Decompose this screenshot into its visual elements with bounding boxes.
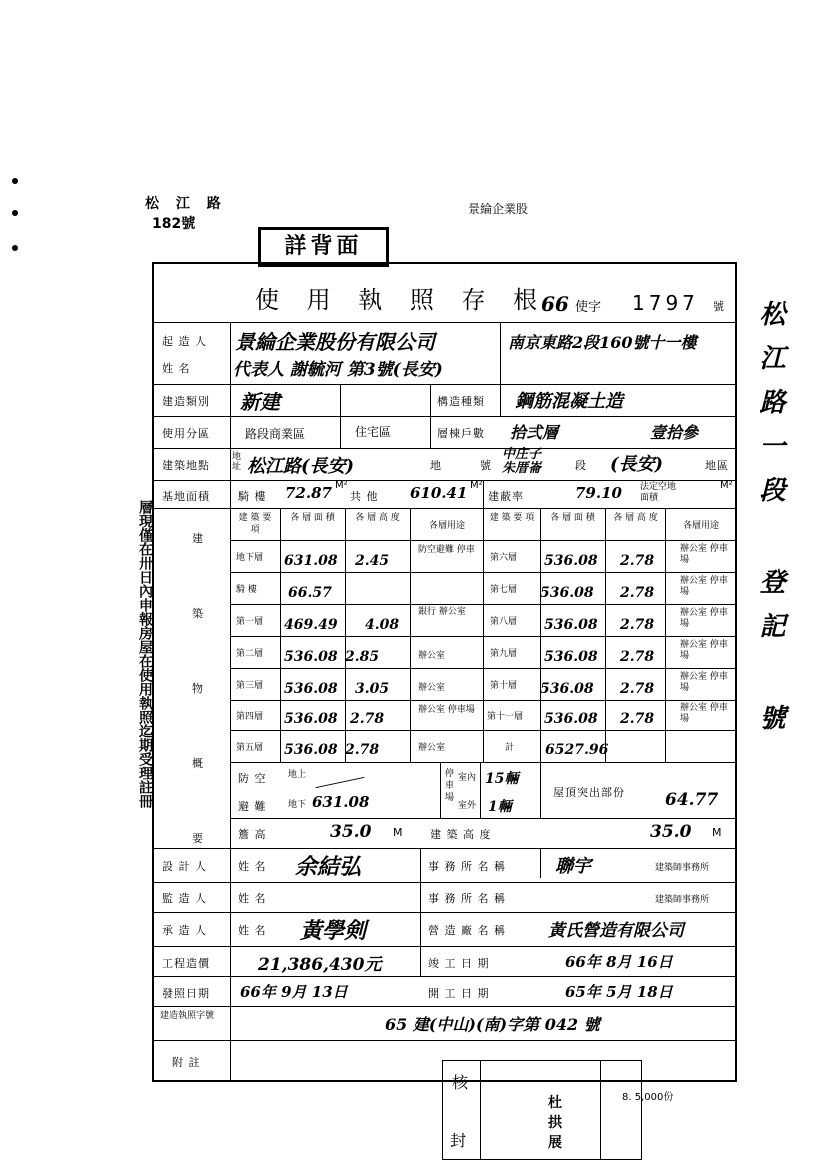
floor-use-right: 辦公室 停車場 (680, 640, 728, 661)
floor-height-left: 3.05 (355, 681, 390, 697)
permit-label: 建造執照字號 (160, 1011, 215, 1021)
form-title: 使 用 執 照 存 根 (255, 286, 548, 314)
floor-label-left: 騎 樓 (236, 585, 257, 595)
roof-proj-value: 64.77 (665, 790, 719, 810)
permit-number: 65 建(中山)(南)字第 042 號 (385, 1015, 600, 1034)
unit-m: M (393, 826, 404, 839)
floor-use-left: 防空避難 停車 (418, 545, 475, 555)
location-addr-label: 地址 (232, 452, 242, 472)
location-street: 松江路(長安) (247, 456, 355, 477)
parking-label: 停車場 (445, 769, 455, 803)
floor-height-left: 4.08 (365, 617, 400, 633)
floor-height-left: 2.45 (355, 553, 390, 569)
location-area-label: 地區 (705, 459, 729, 472)
designer-name-label: 姓 名 (238, 860, 267, 873)
col-use-right: 各層用途 (682, 521, 719, 531)
floor-use-right: 辦公室 停車場 (680, 608, 728, 629)
legal-vacant-label: 法定空地面積 (640, 482, 677, 503)
shelter-label: 避 難 (238, 800, 267, 813)
builder-rep: 代表人 謝毓河 第3號(長安) (233, 360, 443, 380)
floor-use-left: 辦公室 (418, 743, 446, 753)
above-label: 地上 (288, 770, 307, 780)
floor-height-left: 2.85 (345, 649, 380, 665)
floor-area-left: 536.08 (284, 742, 338, 758)
other-label: 共 他 (350, 490, 379, 503)
zone-commercial: 路段商業區 (245, 427, 306, 441)
floor-height-right: 2.78 (620, 553, 655, 569)
floor-label-right: 第十層 (490, 681, 518, 691)
structure-type-label: 構造種類 (437, 395, 485, 408)
floor-area-right: 536.08 (544, 649, 598, 665)
bldg-height: 35.0 (650, 822, 692, 842)
location-land-label: 地 (430, 459, 442, 472)
unit-m2: M² (470, 480, 483, 491)
parking-outdoor: 1輛 (488, 799, 512, 815)
approver-name: 杜 (548, 1095, 562, 1111)
col-area-left: 各 層 面 積 (290, 513, 335, 523)
arcade-area: 72.87 (285, 484, 332, 502)
contractor-firm: 黃氏營造有限公司 (548, 921, 684, 941)
designer-name: 余結弘 (295, 854, 362, 880)
location-section-label: 段 (575, 459, 587, 472)
floor-label-left: 地下層 (236, 553, 264, 563)
approver-name: 拱 (548, 1115, 562, 1131)
floor-area-left: 536.08 (284, 649, 338, 665)
overview-1: 建 (192, 532, 204, 545)
floor-height-right: 2.78 (620, 711, 655, 727)
designer-firm-suffix: 建築師事務所 (655, 863, 710, 873)
unit-m: M (712, 826, 723, 839)
floor-height-left: 2.78 (345, 742, 380, 758)
unit-m2: M² (335, 480, 348, 491)
land-section: 中庄子 朱厝崙 (502, 447, 542, 476)
supervisor-office-label: 事 務 所 名 稱 (428, 892, 506, 905)
street-name: 松 江 路 (145, 196, 227, 212)
col-area-right: 各 層 面 積 (550, 513, 595, 523)
builder-name-label: 姓 名 (162, 362, 191, 375)
floor-area-total: 6527.96 (545, 742, 609, 758)
floor-label-right: 第十一層 (487, 712, 524, 722)
start-date: 65年 5月 18日 (565, 983, 673, 1001)
approval-box (442, 1060, 642, 1160)
license-number: 1797 (632, 291, 699, 315)
license-mid: 使字 (575, 300, 602, 315)
license-prefix: 66 (541, 292, 569, 316)
cost-label: 工程造價 (162, 957, 210, 970)
builder-address: 南京東路2段160號十一樓 (508, 333, 697, 352)
overview-4: 概 (192, 757, 204, 770)
remarks-label: 附 註 (172, 1056, 201, 1069)
floor-label-left: 第五層 (236, 743, 264, 753)
location-label: 建築地點 (162, 459, 210, 472)
supervisor-label: 監 造 人 (162, 892, 207, 905)
eave-height-label: 簷 高 (238, 828, 267, 841)
outdoor-label: 室外 (458, 801, 477, 811)
building-type: 新建 (240, 390, 280, 414)
below-label: 地下 (288, 800, 307, 810)
supervisor-firm-suffix: 建築師事務所 (655, 895, 710, 905)
land-area: (長安) (610, 454, 664, 475)
units-count: 壹拾參 (650, 423, 699, 442)
approver-name: 展 (548, 1135, 562, 1151)
unit-m2: M² (720, 480, 733, 491)
zone-residential: 住宅區 (355, 425, 392, 439)
street-number: 182號 (152, 216, 196, 232)
coverage-label: 建蔽率 (488, 490, 524, 503)
site-area-label: 基地面積 (162, 490, 210, 503)
cost-value: 21,386,430元 (258, 955, 382, 975)
floor-height-right: 2.78 (620, 649, 655, 665)
floor-area-right: 536.08 (540, 681, 594, 697)
contractor-firm-label: 營 造 廠 名 稱 (428, 924, 506, 937)
side-note: 層現僅在卅日內申報房屋在使用執照迄期受理註冊 (137, 500, 153, 808)
floor-label-left: 第二層 (236, 649, 264, 659)
shelter-area: 631.08 (312, 793, 370, 811)
structure-type: 鋼筋混凝土造 (515, 391, 623, 412)
check-label: 核 (452, 1073, 469, 1092)
floor-label-right: 第六層 (490, 553, 518, 563)
builder-label: 起 造 人 (162, 335, 207, 348)
contractor-name: 黃學剣 (300, 918, 367, 944)
contractor-name-label: 姓 名 (238, 924, 267, 937)
bldg-height-label: 建 築 高 度 (430, 828, 492, 841)
floor-height-left: 2.78 (350, 711, 385, 727)
col-height-right: 各 層 高 度 (613, 513, 658, 523)
floor-area-right: 536.08 (544, 711, 598, 727)
start-label: 開 工 日 期 (428, 987, 490, 1000)
floor-use-right: 辦公室 停車場 (680, 672, 728, 693)
designer-label: 設 計 人 (162, 860, 207, 873)
overview-2: 築 (192, 607, 204, 620)
floor-area-left: 66.57 (288, 585, 332, 601)
overview-5: 要 (192, 832, 204, 845)
floor-use-left: 辦公室 停車場 (418, 705, 475, 715)
floor-use-right: 辦公室 停車場 (680, 703, 728, 724)
completion-date: 66年 8月 16日 (565, 953, 673, 971)
floor-area-left: 536.08 (284, 711, 338, 727)
coverage-value: 79.10 (575, 484, 622, 502)
contractor-label: 承 造 人 (162, 924, 207, 937)
floor-area-right: 536.08 (544, 617, 598, 633)
indoor-label: 室內 (458, 773, 477, 783)
designer-office-label: 事 務 所 名 稱 (428, 860, 506, 873)
builder-name: 景綸企業股份有限公司 (235, 330, 435, 354)
floor-area-right: 536.08 (544, 553, 598, 569)
seal-label: 封 (450, 1131, 467, 1150)
floor-area-left: 536.08 (284, 681, 338, 697)
floor-label-left: 第三層 (236, 681, 264, 691)
detail-stamp: 詳背面 (258, 227, 389, 267)
floor-label-right: 計 (505, 743, 515, 753)
arcade-label: 騎 樓 (238, 490, 267, 503)
floor-label-right: 第七層 (490, 585, 518, 595)
margin-mark (12, 210, 18, 216)
floor-area-right: 536.08 (540, 585, 594, 601)
floor-use-left: 銀行 辦公室 (418, 607, 466, 617)
floor-area-left: 631.08 (284, 553, 338, 569)
floor-height-right: 2.78 (620, 681, 655, 697)
zone-label: 使用分區 (162, 427, 210, 440)
floor-label-left: 第一層 (236, 617, 264, 627)
floor-height-right: 2.78 (620, 617, 655, 633)
floor-use-left: 辦公室 (418, 651, 446, 661)
designer-office: 聯宇 (555, 856, 591, 877)
floors-units-label: 層棟戶數 (437, 427, 485, 440)
floors-count: 拾弍層 (510, 423, 559, 442)
location-no-label: 號 (480, 459, 492, 472)
supervisor-name-label: 姓 名 (238, 892, 267, 905)
completion-label: 竣 工 日 期 (428, 957, 490, 970)
license-suffix: 號 (713, 300, 724, 313)
col-item-right: 建 築 要 項 (489, 513, 535, 523)
air-raid-label: 防 空 (238, 772, 267, 785)
floor-area-left: 469.49 (284, 617, 338, 633)
roof-proj-label: 屋頂突出部份 (553, 786, 625, 799)
parking-indoor: 15輛 (485, 771, 519, 787)
margin-mark (12, 245, 18, 251)
floor-label-right: 第八層 (490, 617, 518, 627)
floor-use-right: 辦公室 停車場 (680, 576, 728, 597)
floor-use-right: 辦公室 停車場 (680, 544, 728, 565)
floor-label-right: 第九層 (490, 649, 518, 659)
margin-mark (12, 178, 18, 184)
company-header: 景綸企業股 (468, 202, 529, 216)
issue-date: 66年 9月 13日 (240, 983, 348, 1001)
col-item-left: 建 築 要 項 (238, 513, 272, 535)
issue-date-label: 發照日期 (162, 987, 210, 1000)
floor-height-right: 2.78 (620, 585, 655, 601)
overview-3: 物 (192, 682, 204, 695)
floor-label-left: 第四層 (236, 712, 264, 722)
other-area: 610.41 (410, 484, 468, 502)
floor-use-left: 辦公室 (418, 683, 446, 693)
building-type-label: 建造類別 (162, 395, 210, 408)
col-height-left: 各 層 高 度 (355, 513, 400, 523)
right-margin-note: 松江路一段 登記 號 (755, 300, 785, 748)
print-count: 8. 5,000份 (622, 1092, 674, 1103)
col-use-left: 各層用途 (428, 521, 465, 531)
eave-height: 35.0 (330, 822, 372, 842)
